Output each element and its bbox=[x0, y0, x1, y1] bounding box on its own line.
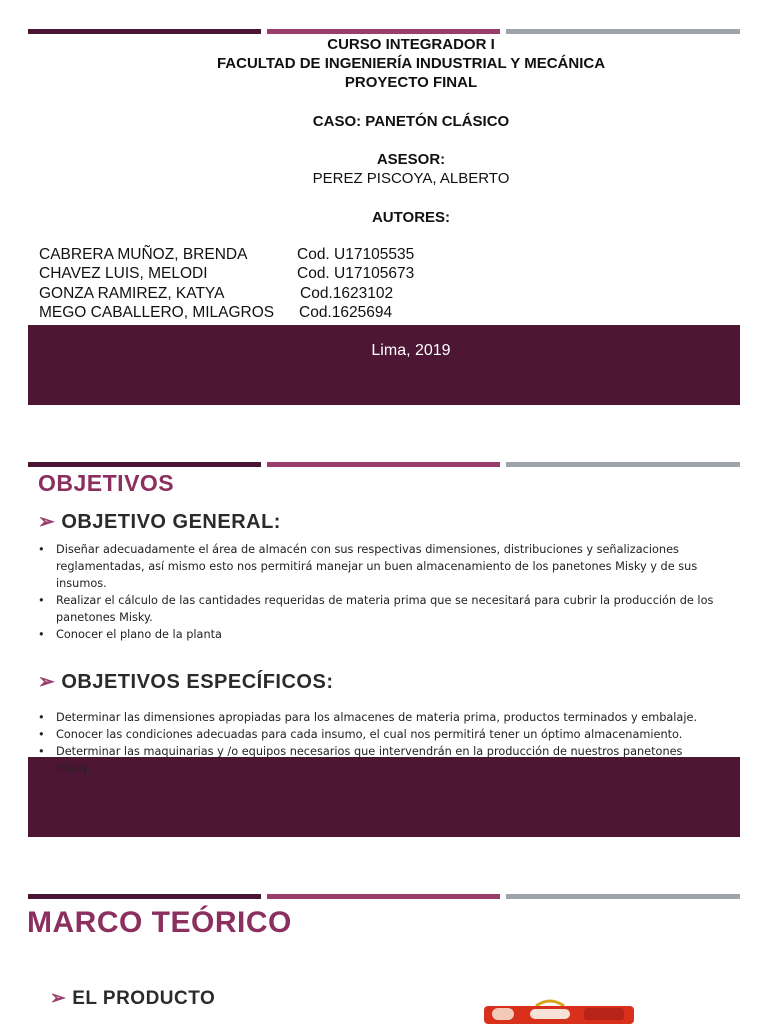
panettone-box-image bbox=[480, 996, 640, 1024]
list-item: • Diseñar adecuadamente el área de almacén con sus respectivas dimensiones, distribuciones y señalizaciones reglamentadas, así mismo esto nos permitirá manejar un buen almacenamiento de los panetones Misky y de sus insumos. bbox=[38, 541, 718, 592]
accent-bars-slide2 bbox=[28, 462, 740, 467]
objectives-title: OBJETIVOS bbox=[38, 470, 175, 496]
product-heading: ➢ EL PRODUCTO bbox=[50, 988, 216, 1009]
theory-title: MARCO TEÓRICO bbox=[27, 906, 292, 939]
author-name: MEGO CABALLERO, MILAGROS bbox=[39, 304, 275, 321]
case-title: CASO: PANETÓN CLÁSICO bbox=[312, 113, 510, 130]
arrow-bullet-icon: ➢ bbox=[38, 511, 56, 533]
specific-objectives-list bbox=[38, 709, 718, 777]
list-item: • Determinar las dimensiones apropiadas para los almacenes de materia prima, productos terminados y embalaje. bbox=[38, 709, 718, 726]
arrow-bullet-icon: ➢ bbox=[38, 671, 56, 693]
advisor-label: ASESOR: bbox=[376, 151, 446, 168]
specific-objectives-heading: ➢ OBJETIVOS ESPECÍFICOS: bbox=[38, 671, 334, 693]
general-objective-list bbox=[38, 541, 718, 643]
authors-label: AUTORES: bbox=[371, 209, 451, 226]
arrow-bullet-icon: ➢ bbox=[50, 988, 67, 1009]
accent-bars-slide3 bbox=[28, 894, 740, 899]
faculty-title: FACULTAD DE INGENIERÍA INDUSTRIAL Y MECÁNICA bbox=[216, 55, 606, 72]
place-date: Lima, 2019 bbox=[371, 342, 451, 359]
list-item: • Realizar el cálculo de las cantidades requeridas de materia prima que se necesitará para cubrir la producción de los panetones Misky. bbox=[38, 592, 718, 626]
general-objective-heading: ➢ OBJETIVO GENERAL: bbox=[38, 511, 281, 533]
author-name: GONZA RAMIREZ, KATYA bbox=[39, 285, 225, 302]
footer-band-slide1 bbox=[28, 325, 740, 405]
list-item: • Conocer el plano de la planta bbox=[38, 626, 718, 643]
project-title: PROYECTO FINAL bbox=[344, 74, 478, 91]
course-title: CURSO INTEGRADOR I bbox=[327, 36, 495, 53]
author-code: Cod. U17105535 bbox=[297, 246, 415, 263]
author-code: Cod.1623102 bbox=[300, 285, 394, 302]
author-name: CHAVEZ LUIS, MELODI bbox=[39, 265, 208, 282]
author-code: Cod.1625694 bbox=[299, 304, 393, 321]
list-item: • Determinar las maquinarias y /o equipos necesarios que intervendrán en la producción de nuestros panetones misky. bbox=[38, 743, 718, 777]
author-code: Cod. U17105673 bbox=[297, 265, 415, 282]
advisor-name: PEREZ PISCOYA, ALBERTO bbox=[312, 170, 510, 187]
accent-bars-slide1 bbox=[28, 29, 740, 34]
author-name: CABRERA MUÑOZ, BRENDA bbox=[39, 246, 248, 263]
list-item: • Conocer las condiciones adecuadas para cada insumo, el cual nos permitirá tener un óptimo almacenamiento. bbox=[38, 726, 718, 743]
